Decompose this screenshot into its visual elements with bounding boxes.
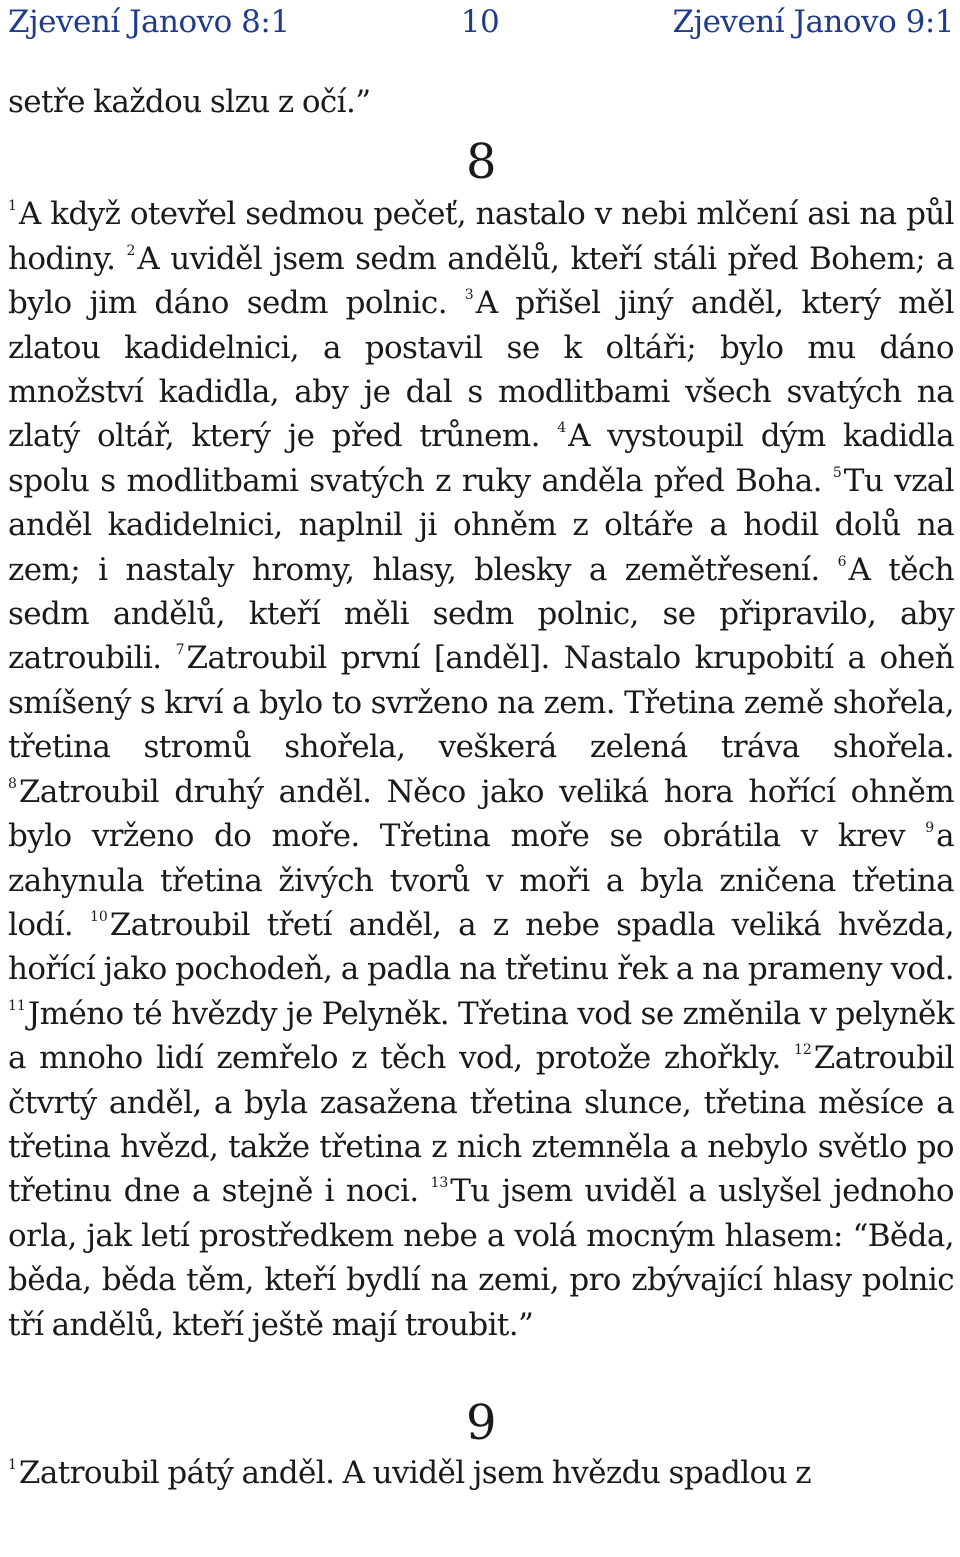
chapter-9-text (8, 1451, 954, 1495)
chapter-8-text (8, 192, 954, 1347)
verse-text: A těch sedm andělů, kteří měli sedm polnic, se připravilo, aby zatroubili. (8, 551, 954, 677)
verse-number: 8 (8, 775, 17, 792)
header-right-reference: Zjevení Janovo 9:1 (672, 4, 954, 40)
verse-text: A vystoupil dým kadidla spolu s modlitbami svatých z ruky anděla před Boha. (8, 418, 954, 499)
verse-number: 13 (430, 1175, 449, 1192)
verse-text: Jméno té hvězdy je Pelyněk. Třetina vod se změnila v pelyněk a mnoho lidí zemřelo z těch vod, protože zhořkly. (8, 995, 954, 1077)
verse-number: 3 (464, 287, 474, 304)
chapter-heading-8: 8 (466, 134, 496, 191)
verse-number: 5 (832, 464, 842, 481)
header-left-reference: Zjevení Janovo 8:1 (8, 4, 290, 40)
verse-text: Zatroubil třetí anděl, a z nebe spadla veliká hvězda, hořící jako pochodeň, a padla na třetinu řek a na prameny vod. (8, 906, 954, 988)
verse-number: 2 (126, 242, 136, 259)
page-number: 10 (460, 4, 500, 40)
verse-number: 7 (175, 642, 185, 659)
verse-number: 4 (557, 420, 567, 437)
page-body (8, 80, 954, 1495)
chapter-heading-9: 9 (466, 1394, 496, 1451)
verse-text: Zatroubil první [anděl]. Nastalo krupobití a oheň smíšený s krví a bylo to svrženo na zem. Třetina země shořela, třetina stromů shořela, veškerá zelená tráva shořela. (8, 640, 954, 766)
verse-number: 1 (8, 198, 17, 215)
verse-number: 6 (837, 553, 847, 570)
running-header (0, 0, 960, 50)
verse-text: Zatroubil pátý anděl. A uviděl jsem hvězdu spadlou z (18, 1454, 811, 1491)
verse-number: 1 (8, 1456, 17, 1473)
verse-text: A když otevřel sedmou pečeť, nastalo v nebi mlčení asi na půl hodiny. (8, 196, 954, 277)
verse-text: a zahynula třetina živých tvorů v moři a byla zničena třetina lodí. (8, 818, 954, 943)
verse-number: 11 (8, 997, 26, 1014)
verse-number: 10 (89, 908, 108, 925)
verse-text: A uviděl jsem sedm andělů, kteří stáli před Bohem; a bylo jim dáno sedm polnic. (8, 240, 954, 322)
verse-text: Tu vzal anděl kadidelnici, naplnil ji ohněm z oltáře a hodil dolů na zem; i nastaly hromy, hlasy, blesky a zemětřesení. (8, 462, 954, 588)
verse-text: Tu jsem uviděl a uslyšel jednoho orla, jak letí prostředkem nebe a volá mocným hlasem: “Běda, běda, běda těm, kteří bydlí na zemi, pro zbývající hlasy polnic tří andělů, kteří ještě mají troubit.” (8, 1173, 954, 1343)
continuation-text: setře každou slzu z očí.” (8, 84, 371, 120)
verse-text: Zatroubil druhý anděl. Něco jako veliká hora hořící ohněm bylo vrženo do moře. Třetina moře se obrátila v krev (8, 773, 954, 855)
verse-text: A přišel jiný anděl, který měl zlatou kadidelnici, a postavil se k oltáři; bylo mu dáno množství kadidla, aby je dal s modlitbami všech svatých na zlatý oltář, který je před trůnem. (8, 285, 954, 455)
verse-number: 12 (793, 1042, 812, 1059)
verse-number: 9 (925, 820, 935, 837)
verse-text: Zatroubil čtvrtý anděl, a byla zasažena třetina slunce, třetina měsíce a třetina hvězd, takže třetina z nich ztemněla a nebylo světlo po třetinu dne a stejně i noci. (8, 1040, 954, 1210)
